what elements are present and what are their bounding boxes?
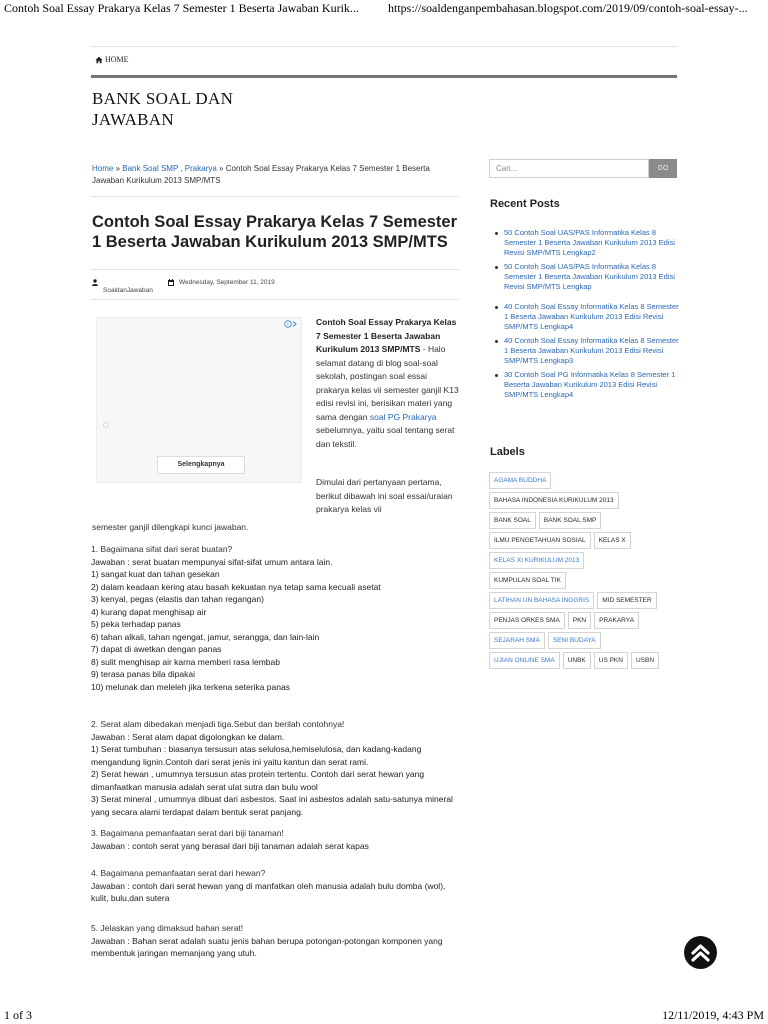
label-tag[interactable]: KUMPULAN SOAL TIK	[489, 572, 566, 589]
post-title: Contoh Soal Essay Prakarya Kelas 7 Semester 1 Beserta Jawaban Kurikulum 2013 SMP/MTS	[92, 213, 458, 251]
answer-line-1: 1) Serat tumbuhan : biasanya tersusun atas selulosa,hemiselulosa, dan kadang-kadang mengandung lignin.Contoh dari serat jenis ini yaitu kantun dan serat rami.	[91, 744, 422, 767]
list-item: 2) dalam keadaan kering atau basah kekuatan nya tetap sama kecuali asetat	[91, 581, 381, 592]
calendar-icon	[168, 279, 174, 286]
intro-text2: sebelumnya, yaitu soal tentang serat dan tekstil.	[316, 425, 455, 449]
answer-text: Jawaban : Serat alam dapat digolongkan ke dalam.	[91, 731, 285, 742]
recent-post-link[interactable]: 40 Contoh Soal Essay Informatika Kelas 8 Semester 1 Beserta Jawaban Kurikulum 2013 Edisi Revisi SMP/MTS Lengkap4	[494, 302, 680, 332]
breadcrumb-divider	[91, 196, 459, 197]
question-1	[91, 543, 463, 693]
blog-title[interactable]	[92, 88, 292, 130]
label-tag[interactable]: ILMU PENGETAHUAN SOSIAL	[489, 532, 591, 549]
breadcrumb-sep: »	[216, 164, 226, 173]
intro-paragraph-2: Dimulai dari pertanyaan pertama, berikut dibawah ini soal essai/uraian prakarya kelas vii	[316, 477, 453, 514]
breadcrumb-current: Contoh Soal Essay Prakarya Kelas 7 Semester 1 Beserta Jawaban Kurikulum 2013 SMP/MTS	[92, 164, 430, 185]
intro-bold: Contoh Soal Essay Prakarya Kelas 7 Semester 1 Beserta Jawaban Kurikulum 2013 SMP/MTS	[316, 317, 457, 354]
post-date: Wednesday, September 11, 2019	[179, 279, 275, 286]
print-header-url: https://soaldenganpembahasan.blogspot.com/2019/09/contoh-soal-essay-...	[388, 1, 748, 15]
recent-post-link[interactable]: 40 Contoh Soal Essay Informatika Kelas 8 Semester 1 Beserta Jawaban Kurikulum 2013 Edisi Revisi SMP/MTS Lengkap3	[494, 336, 680, 366]
question-text: 4. Bagaimana pemanfaatan serat dari hewan?	[91, 868, 266, 878]
answer-line-3: 3) Serat mineral , umumnya dibuat dari asbestos. Saat ini asbestos adalah satu-satunya mineral yang secara alami terdapat dalam bentuk serat panjang.	[91, 794, 453, 817]
ad-loading-dot	[103, 422, 109, 428]
meta-divider	[91, 299, 459, 300]
intro-paragraph	[316, 316, 462, 451]
label-tag[interactable]: UNBK	[563, 652, 591, 669]
answer-text: Jawaban : contoh serat yang berasal dari biji tanaman adalah serat kapas	[91, 840, 369, 851]
top-divider	[91, 46, 677, 47]
label-tag[interactable]: BAHASA INDONESIA KURIKULUM 2013	[489, 492, 619, 509]
list-item: 9) terasa panas bila dipakai	[91, 669, 195, 679]
user-icon	[92, 279, 98, 286]
search-input[interactable]: Cari...	[489, 159, 649, 178]
advertisement[interactable]	[96, 317, 302, 483]
answer-text: Jawaban : serat buatan mempunyai sifat-sifat umum antara lain.	[91, 556, 333, 567]
list-item: 5) peka terhadap panas	[91, 619, 181, 629]
recent-posts-list	[494, 228, 680, 400]
question-text: 2. Serat alam dibedakan menjadi tiga.Sebut dan berilah contohnya!	[91, 719, 345, 729]
recent-post-link[interactable]: 50 Contoh Soal UAS/PAS Informatika Kelas 8 Semester 1 Beserta Jawaban Kurikulum 2013 Edisi Revisi SMP/MTS Lengkap	[494, 262, 680, 292]
ad-cta-button[interactable]: Selengkapnya	[157, 456, 245, 474]
answer-text: Jawaban : contoh dari serat hewan yang di manfatkan oleh manusia adalah bulu domba (wol), kulit, bulu,dan sutera	[91, 880, 446, 903]
label-tag[interactable]: LATIHAN UN BAHASA INGGRIS	[489, 592, 594, 609]
label-tag[interactable]: BANK SOAL SMP	[539, 512, 602, 529]
blog-title-line2: JAWABAN	[92, 110, 174, 129]
scroll-to-top-button[interactable]	[684, 936, 717, 969]
answer-list	[91, 568, 463, 693]
question-3	[91, 827, 463, 852]
label-tag[interactable]: AGAMA BUDDHA	[489, 472, 551, 489]
answer-line-2: 2) Serat hewan , umumnya tersusun atas protein tertentu. Contoh dari serat hewan yang dimanfaatkan manusia adalah serat ulat sutra dan bulu wool	[91, 769, 425, 792]
list-item: 4) kurang dapat menghisap air	[91, 606, 207, 617]
question-5	[91, 922, 463, 960]
nav-home-link[interactable]	[95, 55, 129, 64]
list-item: 8) sulit menghisap air karna memberi rasa lembab	[91, 656, 280, 667]
label-tag[interactable]: KELAS X	[594, 532, 631, 549]
intro-link-pg-prakarya[interactable]: soal PG Prakarya	[369, 411, 437, 422]
answer-text: Jawaban : Bahan serat adalah suatu jenis bahan berupa potongan-potongan komponen yang membentuk jaringan memanjang yang utuh.	[91, 935, 443, 958]
breadcrumb	[92, 163, 458, 187]
list-item: 10) melunak dan meleleh jika terkena seterika panas	[91, 681, 290, 692]
list-item: 6) tahan alkali, tahan ngengat, jamur, serangga, dan lain-lain	[91, 631, 320, 642]
print-datetime: 12/11/2019, 4:43 PM	[662, 1008, 764, 1022]
intro-paragraph-2-cont: semester ganjil dilengkapi kunci jawaban.	[92, 522, 249, 532]
search-button[interactable]: GO	[649, 159, 677, 178]
label-tag[interactable]: BANK SOAL	[489, 512, 536, 529]
question-4	[91, 867, 463, 905]
recent-post-link[interactable]: 50 Contoh Soal UAS/PAS Informatika Kelas 8 Semester 1 Beserta Jawaban Kurikulum 2013 Edisi Revisi SMP/MTS Lengkap2	[494, 228, 680, 258]
home-icon	[95, 56, 103, 64]
print-footer	[0, 1006, 768, 1024]
title-divider	[91, 269, 459, 270]
breadcrumb-category[interactable]: Bank Soal SMP , Prakarya	[122, 164, 217, 173]
label-tag[interactable]: US PKN	[594, 652, 628, 669]
label-tag[interactable]: UJIAN ONLINE SMA	[489, 652, 560, 669]
label-tag[interactable]: KELAS XI KURIKULUM 2013	[489, 552, 584, 569]
post-meta	[92, 277, 460, 297]
question-text: 5. Jelaskan yang dimaksud bahan serat!	[91, 923, 244, 933]
question-text: 1. Bagaimana sifat dari serat buatan?	[91, 544, 233, 554]
label-tag[interactable]: PENJAS ORKES SMA	[489, 612, 565, 629]
list-item: 3) kenyal, pegas (elastis dan tahan regangan)	[91, 594, 264, 604]
adchoices-icon[interactable]	[284, 320, 298, 328]
print-page-number: 1 of 3	[4, 1008, 32, 1022]
nav-home-label: HOME	[105, 55, 129, 64]
breadcrumb-home[interactable]: Home	[92, 164, 114, 173]
breadcrumb-sep: »	[113, 164, 123, 173]
labels-cloud	[489, 472, 679, 672]
blog-title-line1: BANK SOAL DAN	[92, 89, 234, 108]
svg-text:i: i	[287, 321, 289, 328]
chevron-up-icon	[684, 936, 717, 969]
recent-posts-heading: Recent Posts	[490, 198, 560, 210]
list-item: 1) sangat kuat dan tahan gesekan	[91, 569, 220, 579]
list-item: 7) dapat di awetkan dengan panas	[91, 644, 222, 654]
label-tag[interactable]: PKN	[568, 612, 591, 629]
labels-heading: Labels	[490, 446, 525, 458]
post-author[interactable]: SoaldanJawaban	[103, 287, 153, 294]
label-tag[interactable]: SEJARAH SMA	[489, 632, 545, 649]
nav-divider	[91, 75, 677, 78]
label-tag[interactable]: MID SEMESTER	[597, 592, 656, 609]
label-tag[interactable]: USBN	[631, 652, 659, 669]
recent-post-link[interactable]: 30 Contoh Soal PG Informatika Kelas 8 Semester 1 Beserta Jawaban Kurikulum 2013 Edisi Revisi SMP/MTS Lengkap4	[494, 370, 680, 400]
print-header-title: Contoh Soal Essay Prakarya Kelas 7 Semester 1 Beserta Jawaban Kurik...	[4, 1, 359, 15]
label-tag[interactable]: SENI BUDAYA	[548, 632, 601, 649]
intro-text1: - Halo selamat datang di blog soal-soal sekolah, postingan soal essai prakarya kelas vii semester ganjil K13 edisi revisi ini, berisikan materi yang sama dengan	[316, 344, 459, 422]
question-2	[91, 718, 463, 818]
label-tag[interactable]: PRAKARYA	[594, 612, 639, 629]
question-text: 3. Bagaimana pemanfaatan serat dari biji tanaman!	[91, 828, 284, 838]
print-header	[0, 0, 768, 20]
